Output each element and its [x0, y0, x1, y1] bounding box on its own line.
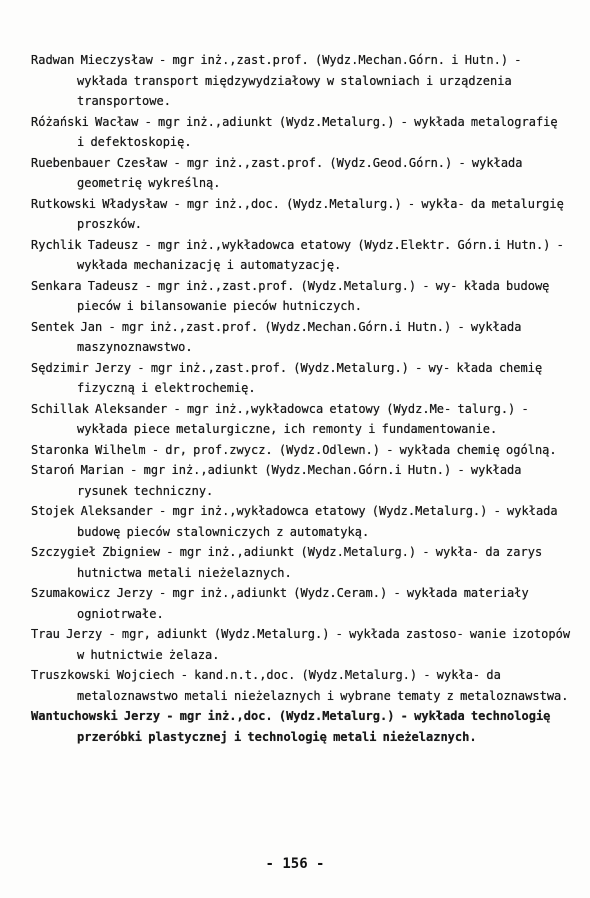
- entry-text: Szczygieł Zbigniew - mgr inż.,adiunkt (Wydz.Metalurg.) - wykła- da zarys hutnictwa metali nieżelaznych.: [31, 545, 543, 580]
- entry-text: Rychlik Tadeusz - mgr inż.,wykładowca etatowy (Wydz.Elektr. Górn.i Hutn.) - wykłada mechanizację i automatyzację.: [31, 237, 564, 272]
- entry-text: Radwan Mieczysław - mgr inż.,zast.prof. (Wydz.Mechan.Górn. i Hutn.) - wykłada transport międzywydziałowy w stalowniach i urządzenia transportowe.: [31, 53, 522, 108]
- list-item: [31, 706, 571, 747]
- list-item: [31, 399, 571, 440]
- list-item: [31, 112, 571, 153]
- page-number: - 156 -: [265, 856, 325, 872]
- list-item: [31, 235, 571, 276]
- entry-text: Senkara Tadeusz - mgr inż.,zast.prof. (Wydz.Metalurg.) - wy- kłada budowę pieców i bilansowanie pieców hutniczych.: [31, 278, 550, 313]
- entry-text: Staroń Marian - mgr inż.,adiunkt (Wydz.Mechan.Górn.i Hutn.) - wykłada rysunek techniczny.: [31, 463, 522, 498]
- entry-text: Wantuchowski Jerzy - mgr inż.,doc. (Wydz.Metalurg.) - wykłada technologię przeróbki plastycznej i technologię metali nieżelaznych.: [31, 709, 551, 744]
- list-item: [31, 317, 571, 358]
- entry-text: Schillak Aleksander - mgr inż.,wykładowca etatowy (Wydz.Me- talurg.) - wykłada piece metalurgiczne, ich remonty i fundamentowanie.: [31, 401, 529, 436]
- list-item: [31, 194, 571, 235]
- entry-text: Staronka Wilhelm - dr, prof.zwycz. (Wydz.Odlewn.) - wykłada chemię ogólną.: [31, 442, 557, 457]
- entry-text: Sentek Jan - mgr inż.,zast.prof. (Wydz.Mechan.Górn.i Hutn.) - wykłada maszynoznawstwo.: [31, 319, 522, 354]
- list-item: [31, 460, 571, 501]
- list-item: [31, 50, 571, 112]
- list-item: [31, 501, 571, 542]
- list-item: [31, 624, 571, 665]
- entry-text: Szumakowicz Jerzy - mgr inż.,adiunkt (Wydz.Ceram.) - wykłada materiały ogniotrwałe.: [31, 586, 529, 621]
- list-item: [31, 153, 571, 194]
- list-item: [31, 542, 571, 583]
- staff-list: [31, 50, 571, 747]
- entry-text: Rutkowski Władysław - mgr inż.,doc. (Wydz.Metalurg.) - wykła- da metalurgię proszków.: [31, 196, 564, 231]
- entry-text: Różański Wacław - mgr inż.,adiunkt (Wydz.Metalurg.) - wykłada metalografię i defektoskopię.: [31, 114, 558, 149]
- list-item: [31, 276, 571, 317]
- entry-text: Trau Jerzy - mgr, adiunkt (Wydz.Metalurg.) - wykłada zastoso- wanie izotopów w hutnictwie żelaza.: [31, 627, 571, 662]
- list-item: [31, 358, 571, 399]
- list-item: [31, 440, 571, 461]
- list-item: [31, 583, 571, 624]
- entry-text: Sędzimir Jerzy - mgr inż.,zast.prof. (Wydz.Metalurg.) - wy- kłada chemię fizyczną i elektrochemię.: [31, 360, 543, 395]
- entry-text: Truszkowski Wojciech - kand.n.t.,doc. (Wydz.Metalurg.) - wykła- da metaloznawstwo metali nieżelaznych i wybrane tematy z metaloznawstwa.: [31, 668, 569, 703]
- entry-text: Stojek Aleksander - mgr inż.,wykładowca etatowy (Wydz.Metalurg.) - wykłada budowę pieców stalowniczych z automatyką.: [31, 504, 558, 539]
- list-item: [31, 665, 571, 706]
- entry-text: Ruebenbauer Czesław - mgr inż.,zast.prof. (Wydz.Geod.Górn.) - wykłada geometrię wykreślną.: [31, 155, 523, 190]
